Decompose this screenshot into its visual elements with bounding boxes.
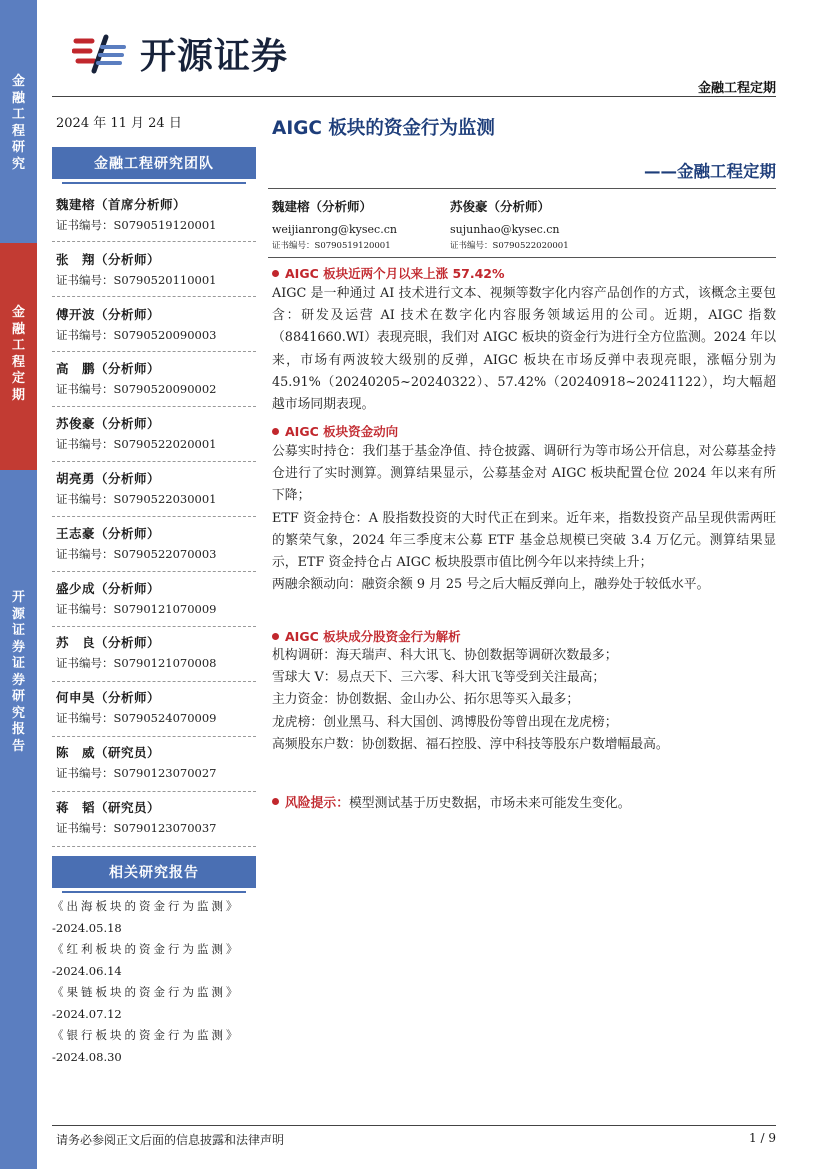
related-report-title[interactable]: 《红利板块的资金行为监测》 xyxy=(52,942,241,956)
analyst-list xyxy=(56,196,256,854)
related-report-title[interactable]: 《果链板块的资金行为监测》 xyxy=(52,985,241,999)
related-report-list xyxy=(52,896,258,1068)
bullet-dot-icon xyxy=(272,270,279,277)
analyst-divider xyxy=(52,791,256,792)
risk-label: 风险提示： xyxy=(285,796,349,811)
bullet-dot-icon xyxy=(272,798,279,805)
analyst-divider xyxy=(52,681,256,682)
analyst-divider xyxy=(52,846,256,847)
section-paragraph: AIGC 是一种通过 AI 技术进行文本、视频等数字化内容产品创作的方式，该概念主要包含：研发及运营 AI 技术在数字化内容服务领域运用的公司。近期，AIGC 指数（8841660.WI）表现亮眼，我们对 AIGC 板块的资金行为进行全方位监测。2024 年以来，市场有两波较大级别的反弹，AIGC 板块在市场反弹中表现亮眼，涨幅分别为 45.91%（20240205~20240322）、57.42%（20240918~20241122），均大幅超越市场同期表现。 xyxy=(272,286,776,413)
analyst-cert: 证书编号：S0790123070037 xyxy=(56,820,217,835)
analyst-divider xyxy=(52,351,256,352)
footer-divider xyxy=(52,1125,776,1126)
analyst-name: 高 鹏（分析师） xyxy=(56,361,161,377)
side-strip-bottom xyxy=(0,470,37,1169)
header-divider xyxy=(52,96,776,97)
author-email[interactable]: weijianrong@kysec.cn xyxy=(272,223,397,236)
section-paragraph: 机构调研：海天瑞声、科大讯飞、协创数据等调研次数最多； 雪球大 V：易点天下、三六零、科大讯飞等受到关注最高； 主力资金：协创数据、金山办公、拓尔思等买入最多； 龙虎榜：创业黑马、科大国创、鸿博股份等曾出现在龙虎榜； 高频股东户数：协创数据、福石控股、淳中科技等股东户数增幅最高。 xyxy=(272,648,669,752)
analyst-item xyxy=(56,251,256,306)
analyst-divider xyxy=(52,461,256,462)
author-cert: 证书编号：S0790522020001 xyxy=(450,241,569,251)
section-paragraph: 公募实时持仓：我们基于基金净值、持仓披露、调研行为等市场公开信息，对公募基金持仓进行了实时测算。测算结果显示，公募基金对 AIGC 板块配置仓位 2024 年以来有所下降； ETF 资金持仓：A 股指数投资的大时代正在到来。近年来，指数投资产品呈现供需两旺的繁荣气象，2024 年三季度末公募 ETF 基金总规模已突破 3.4 万亿元。测算结果显示，ETF 资金持仓占 AIGC 板块股票市值比例今年以来持续上升； 两融余额动向：融资余额 9 月 25 号之后大幅反弹向上，融券处于较低水平。 xyxy=(272,444,776,593)
related-report-item[interactable] xyxy=(52,1025,258,1068)
analyst-item xyxy=(56,196,256,251)
related-report-date: -2024.07.12 xyxy=(52,1006,122,1021)
analyst-cert: 证书编号：S0790520090003 xyxy=(56,327,217,342)
brand-logo xyxy=(72,30,288,76)
related-report-item[interactable] xyxy=(52,939,258,982)
analyst-name: 胡亮勇（分析师） xyxy=(56,470,161,486)
analyst-cert: 证书编号：S0790121070009 xyxy=(56,601,217,616)
header-report-type: 金融工程定期 xyxy=(697,81,776,96)
analyst-cert: 证书编号：S0790123070027 xyxy=(56,765,217,780)
analyst-name: 何申昊（分析师） xyxy=(56,690,161,706)
analyst-name: 盛少成（分析师） xyxy=(56,580,161,596)
author-divider xyxy=(268,257,776,258)
related-report-date: -2024.08.30 xyxy=(52,1049,122,1064)
analyst-cert: 证书编号：S0790522070003 xyxy=(56,546,217,561)
analyst-name: 苏 良（分析师） xyxy=(56,635,161,651)
report-title: AIGC 板块的资金行为监测 xyxy=(272,118,495,139)
analyst-name: 傅开波（分析师） xyxy=(56,306,161,322)
report-subtitle: ——金融工程定期 xyxy=(644,162,776,181)
analyst-name: 张 翔（分析师） xyxy=(56,251,161,267)
analyst-divider xyxy=(52,296,256,297)
section-heading: AIGC 板块资金动向 xyxy=(272,422,398,440)
analyst-cert: 证书编号：S0790519120001 xyxy=(56,218,217,232)
analyst-divider xyxy=(52,406,256,407)
section-heading: AIGC 板块成分股资金行为解析 xyxy=(272,627,461,645)
side-label-brand: 开源证券证券研究报告 xyxy=(11,590,25,754)
analyst-cert: 证书编号：S0790524070009 xyxy=(56,711,217,726)
brand-name: 开源证券 xyxy=(140,35,289,77)
related-report-date: -2024.05.18 xyxy=(52,920,122,935)
author-cert: 证书编号：S0790519120001 xyxy=(272,241,391,251)
team-section-header: 金融工程研究团队 xyxy=(52,147,256,179)
analyst-cert: 证书编号：S0790121070008 xyxy=(56,656,217,671)
analyst-divider xyxy=(52,241,256,242)
analyst-cert: 证书编号：S0790522020001 xyxy=(56,437,217,452)
related-report-item[interactable] xyxy=(52,896,258,939)
footer-disclaimer: 请务必参阅正文后面的信息披露和法律声明 xyxy=(56,1133,285,1147)
bullet-dot-icon xyxy=(272,428,279,435)
analyst-divider xyxy=(52,736,256,737)
analyst-name: 王志豪（分析师） xyxy=(56,525,161,541)
related-report-title[interactable]: 《银行板块的资金行为监测》 xyxy=(52,1028,241,1042)
related-report-title[interactable]: 《出海板块的资金行为监测》 xyxy=(52,899,241,913)
section-heading: AIGC 板块近两个月以来上涨 57.42% xyxy=(272,264,505,282)
author-block xyxy=(272,198,397,252)
author-block xyxy=(450,198,569,252)
analyst-cert: 证书编号：S0790520090002 xyxy=(56,382,217,397)
analyst-name: 魏建榕（首席分析师） xyxy=(56,197,187,212)
related-report-item[interactable] xyxy=(52,982,258,1025)
analyst-cert: 证书编号：S0790522030001 xyxy=(56,491,217,506)
author-name: 魏建榕（分析师） xyxy=(272,199,373,214)
analyst-item xyxy=(56,306,256,361)
analyst-name: 蒋 韬（研究员） xyxy=(56,799,161,815)
analyst-cert: 证书编号：S0790520110001 xyxy=(56,272,217,287)
analyst-name: 陈 威（研究员） xyxy=(56,744,161,760)
risk-text: 模型测试基于历史数据，市场未来可能发生变化。 xyxy=(348,796,631,811)
side-label-periodic: 金融工程定期 xyxy=(11,305,25,403)
analyst-divider xyxy=(52,571,256,572)
risk-note xyxy=(272,792,631,811)
bullet-dot-icon xyxy=(272,633,279,640)
analyst-name: 苏俊豪（分析师） xyxy=(56,416,161,432)
page-number: 1 / 9 xyxy=(749,1131,776,1145)
side-label-research: 金融工程研究 xyxy=(11,74,25,172)
title-divider xyxy=(268,188,776,189)
report-date: 2024 年 11 月 24 日 xyxy=(56,116,182,131)
related-section-header: 相关研究报告 xyxy=(52,856,256,888)
author-name: 苏俊豪（分析师） xyxy=(450,199,551,214)
logo-mark-icon xyxy=(72,31,130,75)
analyst-divider xyxy=(52,516,256,517)
analyst-divider xyxy=(52,626,256,627)
related-report-date: -2024.06.14 xyxy=(52,963,122,978)
author-email[interactable]: sujunhao@kysec.cn xyxy=(450,223,560,236)
